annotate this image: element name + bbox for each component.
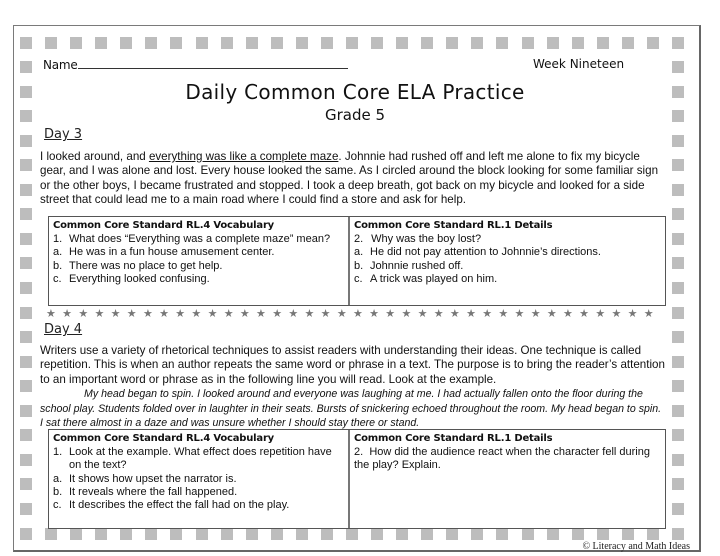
border-square	[672, 257, 684, 269]
question-text: Look at the example. What effect does repetition have on the text?	[69, 446, 332, 472]
border-square	[672, 380, 684, 392]
star-icon: ★	[579, 308, 590, 320]
answer-option-c[interactable]	[354, 273, 661, 286]
star-divider	[46, 308, 654, 320]
week-label: Week Nineteen	[533, 57, 625, 71]
border-square	[672, 135, 684, 147]
question-text: What does “Everything was a complete maze” mean?	[69, 233, 331, 246]
border-square	[20, 184, 32, 196]
border-square	[446, 37, 458, 49]
border-square	[321, 528, 333, 540]
option-letter: b.	[53, 485, 63, 498]
answer-option-c[interactable]	[53, 499, 344, 512]
border-square	[321, 37, 333, 49]
answer-option-a[interactable]	[53, 246, 344, 259]
border-square	[20, 528, 32, 540]
option-letter: c.	[53, 499, 62, 512]
border-square	[471, 528, 483, 540]
border-square	[95, 528, 107, 540]
border-square	[20, 356, 32, 368]
option-text: It shows how upset the narrator is.	[69, 472, 237, 485]
star-icon: ★	[514, 308, 525, 320]
border-square	[20, 159, 32, 171]
border-square	[271, 37, 283, 49]
border-square	[672, 356, 684, 368]
option-text: It reveals where the fall happened.	[69, 485, 238, 498]
border-square	[20, 135, 32, 147]
border-square	[20, 454, 32, 466]
border-square	[672, 208, 684, 220]
star-icon: ★	[223, 308, 234, 320]
standard-label: Common Core Standard RL.1 Details	[354, 433, 553, 444]
border-square	[672, 184, 684, 196]
star-icon: ★	[369, 308, 379, 320]
border-square	[547, 528, 559, 540]
border-square	[196, 528, 208, 540]
border-square	[120, 528, 132, 540]
day4-example: My head began to spin. I looked around and everyone was laughing at me. I had actually fallen onto the floor during the school play. Students folded over in laughter in their seats. Bursts of snickering echoed throughout the room. My head began to spin. I sat there almost in a daze and was unsure whether I should stay there or stand.	[40, 388, 662, 429]
passage-text: I looked around, and	[40, 150, 149, 163]
border-square	[70, 37, 82, 49]
question-text: Why was the boy lost?	[371, 233, 482, 246]
star-icon: ★	[256, 308, 266, 320]
border-square	[647, 528, 659, 540]
border-square	[20, 37, 32, 49]
star-icon: ★	[563, 308, 573, 320]
border-square	[446, 528, 458, 540]
border-square	[622, 528, 634, 540]
answer-option-a[interactable]	[53, 473, 344, 486]
name-field	[43, 57, 348, 72]
star-icon: ★	[110, 308, 121, 320]
border-square	[496, 528, 508, 540]
star-icon: ★	[159, 308, 169, 320]
border-square	[547, 37, 559, 49]
star-icon: ★	[627, 308, 638, 320]
day4-heading: Day 4	[44, 322, 83, 337]
option-text: Johnnie rushed off.	[370, 259, 464, 272]
border-square	[672, 478, 684, 490]
star-icon: ★	[239, 308, 250, 320]
standard-label: Common Core Standard RL.4 Vocabulary	[53, 433, 275, 444]
day4-question-box	[48, 429, 666, 529]
option-letter: b.	[354, 259, 364, 272]
border-square	[296, 37, 308, 49]
grade-subtitle: Grade 5	[324, 106, 386, 124]
star-icon: ★	[385, 308, 396, 320]
page-title: Daily Common Core ELA Practice	[185, 80, 525, 104]
border-square	[145, 37, 157, 49]
border-square	[20, 208, 32, 220]
border-square	[522, 37, 534, 49]
star-icon: ★	[352, 308, 363, 320]
border-square	[672, 37, 684, 49]
star-icon: ★	[643, 308, 654, 320]
option-text: He was in a fun house amusement center.	[69, 246, 275, 259]
star-icon: ★	[611, 308, 622, 320]
border-square	[597, 528, 609, 540]
border-square	[70, 528, 82, 540]
star-icon: ★	[482, 308, 493, 320]
standard-label: Common Core Standard RL.4 Vocabulary	[53, 220, 275, 231]
border-square	[396, 37, 408, 49]
border-square	[496, 37, 508, 49]
star-icon: ★	[401, 308, 412, 320]
question-number: 1.	[53, 446, 63, 459]
border-square	[20, 429, 32, 441]
border-square	[672, 61, 684, 73]
option-text: He did not pay attention to Johnnie’s directions.	[370, 246, 601, 259]
border-square	[20, 282, 32, 294]
question	[53, 446, 344, 472]
star-icon: ★	[498, 308, 509, 320]
answer-option-b[interactable]	[53, 486, 344, 499]
border-square	[20, 478, 32, 490]
question-number: 1.	[53, 233, 63, 246]
answer-option-a[interactable]	[354, 246, 661, 259]
star-icon: ★	[304, 308, 315, 320]
copyright-notice: © Literacy and Math Ideas	[582, 541, 690, 552]
border-square	[120, 37, 132, 49]
border-square	[471, 37, 483, 49]
border-square	[45, 528, 57, 540]
border-square	[672, 331, 684, 343]
border-square	[572, 37, 584, 49]
border-square	[647, 37, 659, 49]
day3-heading: Day 3	[44, 127, 83, 142]
star-icon: ★	[546, 308, 557, 320]
border-square	[271, 528, 283, 540]
day4-passage	[40, 344, 665, 387]
border-square	[20, 503, 32, 515]
border-square	[396, 528, 408, 540]
option-letter: b.	[53, 259, 63, 272]
name-blank-line[interactable]	[78, 57, 348, 69]
question-text: How did the audience react when the character fell during the play? Explain.	[354, 446, 650, 472]
day3-vocabulary-cell	[49, 217, 348, 305]
option-letter: c.	[354, 272, 363, 285]
star-icon: ★	[207, 308, 218, 320]
border-square	[522, 528, 534, 540]
border-square	[20, 380, 32, 392]
star-icon: ★	[94, 308, 105, 320]
border-square	[421, 528, 433, 540]
star-icon: ★	[46, 308, 56, 320]
option-text: It describes the effect the fall had on the play.	[69, 499, 290, 512]
border-square	[597, 37, 609, 49]
border-square	[221, 528, 233, 540]
answer-option-b[interactable]	[53, 260, 344, 273]
border-square	[20, 257, 32, 269]
option-text: Everything looked confusing.	[69, 272, 210, 285]
border-square	[196, 37, 208, 49]
option-text: A trick was played on him.	[370, 272, 498, 285]
question-number: 2.	[354, 233, 364, 246]
border-square	[346, 528, 358, 540]
border-square	[572, 528, 584, 540]
day3-passage	[40, 150, 665, 207]
star-icon: ★	[175, 308, 186, 320]
standard-label: Common Core Standard RL.1 Details	[354, 220, 553, 231]
border-square	[346, 37, 358, 49]
border-square	[296, 528, 308, 540]
star-icon: ★	[126, 308, 137, 320]
border-square	[20, 233, 32, 245]
star-icon: ★	[62, 308, 73, 320]
passage-text: Writers use a variety of rhetorical techniques to assist readers with understanding their ideas. One technique is called repetition. This is when an author repeats the same word or phrase in a text. The purpose is to bring the reader’s attention to an important word or phrase as in the following line you will read. Look at the example.	[40, 344, 665, 386]
border-square	[672, 282, 684, 294]
question	[53, 233, 344, 246]
day3-question-box	[48, 216, 666, 306]
passage-text: . Johnnie had rushed off and left me alone to fix my bicycle gear, and I was alone and lost. Every house looked the same. As I circled around the block looking for some familiar sign or the other boys, I became frustrated and stopped. I took a deep breath, got back on my bicycle and looked for a side street that could lead me to a main road where I could find a store and ask for help.	[40, 150, 659, 206]
star-icon: ★	[595, 308, 606, 320]
border-square	[672, 528, 684, 540]
star-icon: ★	[336, 308, 347, 320]
option-text: There was no place to get help.	[69, 259, 223, 272]
option-letter: a.	[354, 246, 364, 259]
day4-vocabulary-cell	[49, 430, 348, 528]
star-icon: ★	[142, 308, 153, 320]
option-letter: a.	[53, 472, 63, 485]
star-icon: ★	[433, 308, 444, 320]
star-icon: ★	[78, 308, 89, 320]
star-icon: ★	[191, 308, 202, 320]
star-icon: ★	[320, 308, 331, 320]
underlined-phrase: everything was like a complete maze	[148, 150, 339, 163]
border-square	[20, 307, 32, 319]
star-icon: ★	[466, 308, 476, 320]
star-icon: ★	[288, 308, 299, 320]
border-square	[622, 37, 634, 49]
question	[354, 446, 661, 472]
border-square	[421, 37, 433, 49]
border-square	[246, 528, 258, 540]
border-square	[45, 37, 57, 49]
border-square	[95, 37, 107, 49]
border-square	[672, 405, 684, 417]
border-square	[672, 233, 684, 245]
border-square	[672, 307, 684, 319]
day4-details-cell[interactable]	[348, 430, 665, 528]
border-square	[145, 528, 157, 540]
border-square	[672, 454, 684, 466]
border-square	[672, 159, 684, 171]
border-square	[371, 37, 383, 49]
day3-details-cell	[348, 217, 665, 305]
border-square	[221, 37, 233, 49]
answer-option-b[interactable]	[354, 260, 661, 273]
border-square	[20, 331, 32, 343]
star-icon: ★	[417, 308, 428, 320]
border-square	[371, 528, 383, 540]
border-square	[20, 405, 32, 417]
star-icon: ★	[530, 308, 541, 320]
border-square	[672, 429, 684, 441]
border-square	[170, 528, 182, 540]
star-icon: ★	[272, 308, 283, 320]
name-label: Name	[43, 58, 78, 72]
option-letter: a.	[53, 246, 63, 259]
border-square	[246, 37, 258, 49]
question-number: 2.	[354, 446, 364, 459]
border-square	[170, 37, 182, 49]
answer-option-c[interactable]	[53, 273, 344, 286]
question	[354, 233, 661, 246]
border-square	[20, 61, 32, 73]
border-square	[672, 503, 684, 515]
star-icon: ★	[449, 308, 460, 320]
option-letter: c.	[53, 272, 62, 285]
